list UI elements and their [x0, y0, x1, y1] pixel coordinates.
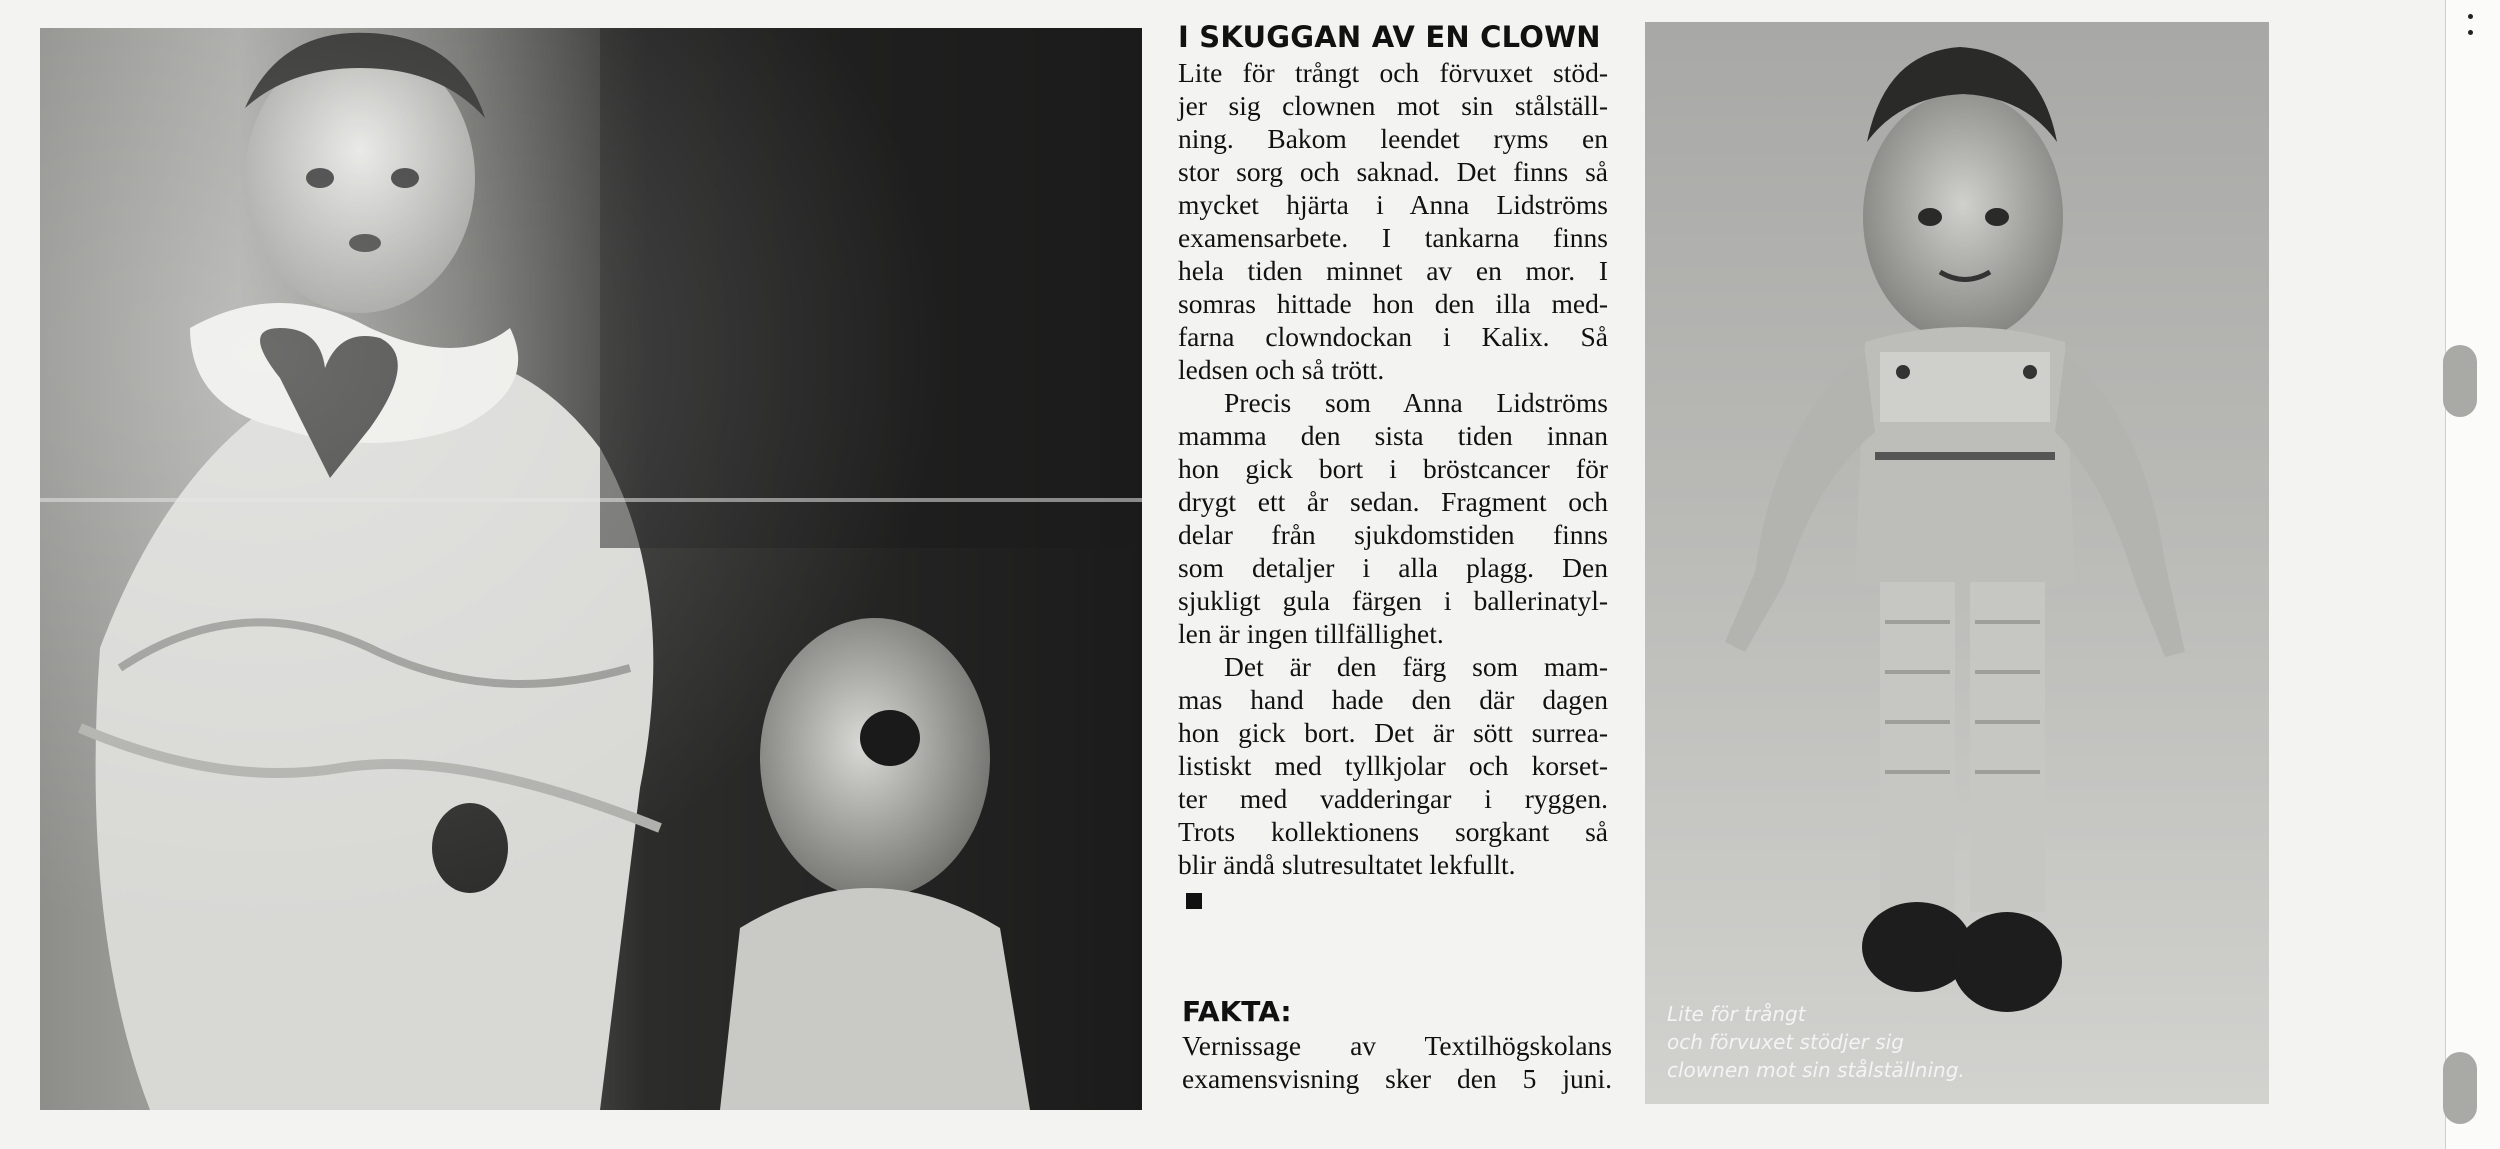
- article-body-line: blir ändå slutresultatet lekfullt.: [1178, 849, 1516, 880]
- article-body-line: examensarbete. I tankarna finns: [1178, 222, 1608, 253]
- article-body-line: ning. Bakom leendet ryms en: [1178, 123, 1608, 154]
- article-body-line: hon gick bort. Det är sött surrea-: [1178, 717, 1608, 748]
- end-mark-icon: [1186, 893, 1202, 909]
- punch-hole: [2443, 345, 2477, 417]
- caption-line: clownen mot sin stålställning.: [1667, 1058, 1965, 1082]
- margin-mark: [2468, 14, 2473, 19]
- article-body-line: len är ingen tillfällighet.: [1178, 618, 1444, 649]
- paper-fold-crease: [40, 498, 1142, 502]
- clown-dolls-photo: [40, 28, 1142, 1110]
- article-body-line: Precis som Anna Lidströms: [1224, 387, 1608, 418]
- article-body-line: Trots kollektionens sorgkant så: [1178, 816, 1608, 847]
- article-body-line: ledsen och så trött.: [1178, 354, 1385, 385]
- article-body-line: jer sig clownen mot sin stålställ-: [1178, 90, 1608, 121]
- photo-lighting: [40, 28, 1142, 1110]
- margin-mark: [2468, 30, 2473, 35]
- article-body-line: listiskt med tyllkjolar och korset-: [1178, 750, 1608, 781]
- article-body-line: mycket hjärta i Anna Lidströms: [1178, 189, 1608, 220]
- article-body-line: mas hand hade den där dagen: [1178, 684, 1608, 715]
- paper-margin: [2445, 0, 2500, 1149]
- fakta-line: Vernissage av Textilhögskolans: [1182, 1030, 1612, 1061]
- article-body-line: drygt ett år sedan. Fragment och: [1178, 486, 1608, 517]
- article-headline: I SKUGGAN AV EN CLOWN: [1178, 20, 1601, 54]
- punch-hole: [2443, 1052, 2477, 1124]
- article-body-line: delar från sjukdomstiden finns: [1178, 519, 1608, 550]
- article-body-line: mamma den sista tiden innan: [1178, 420, 1608, 451]
- article-body-line: som detaljer i alla plagg. Den: [1178, 552, 1608, 583]
- article-body-line: Lite för trångt och förvuxet stöd-: [1178, 57, 1608, 88]
- article-body-line: stor sorg och saknad. Det finns så: [1178, 156, 1608, 187]
- fakta-title: FAKTA:: [1182, 995, 1292, 1028]
- article-body-line: sjukligt gula färgen i ballerinatyl-: [1178, 585, 1608, 616]
- photo-caption: [1667, 1000, 1997, 1084]
- article-body: [1178, 56, 1608, 914]
- fakta-line: examensvisning sker den 5 juni.: [1182, 1063, 1612, 1094]
- fakta-box: [1182, 995, 1612, 1095]
- article-body-line: farna clowndockan i Kalix. Så: [1178, 321, 1608, 352]
- standing-doll-illustration: [1645, 22, 2269, 1104]
- article-body-line: hela tiden minnet av en mor. I: [1178, 255, 1608, 286]
- caption-line: Lite för trångt: [1667, 1002, 1806, 1026]
- article-body-line: somras hittade hon den illa med-: [1178, 288, 1608, 319]
- article-body-line: ter med vadderingar i ryggen.: [1178, 783, 1608, 814]
- standing-doll-photo: [1645, 22, 2269, 1104]
- article-body-line: hon gick bort i bröstcancer för: [1178, 453, 1608, 484]
- article-body-line: Det är den färg som mam-: [1224, 651, 1608, 682]
- caption-line: och förvuxet stödjer sig: [1667, 1030, 1904, 1054]
- article: [1178, 20, 1608, 914]
